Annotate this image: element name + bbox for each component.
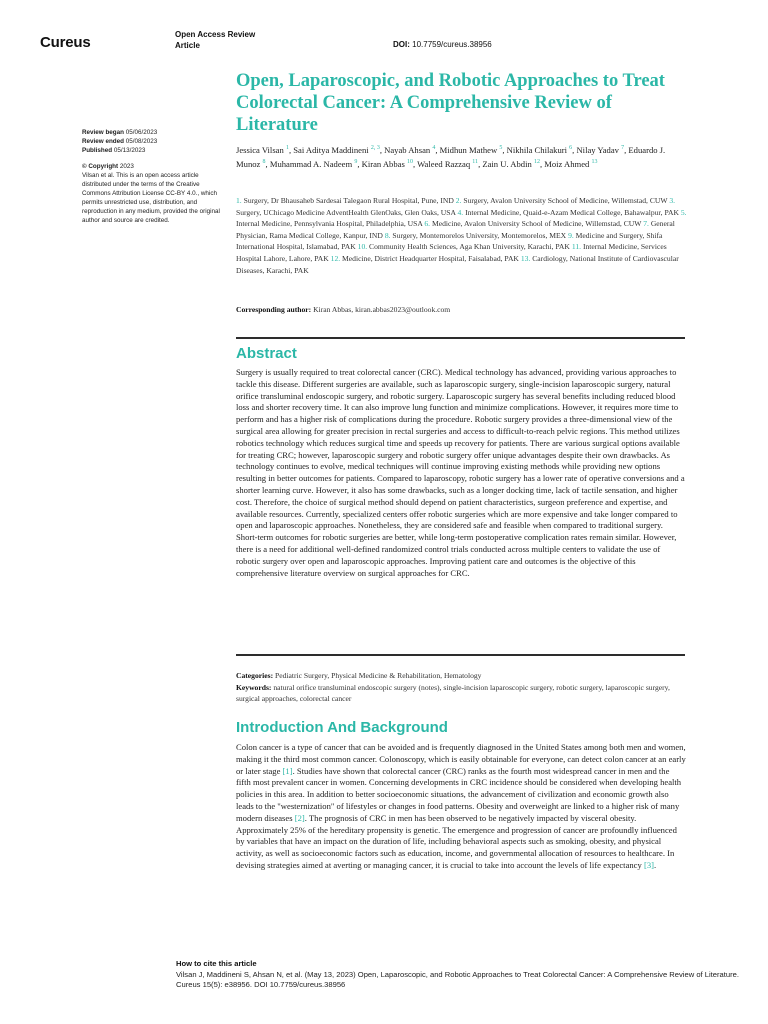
- copyright: [82, 162, 222, 171]
- affil-text: Surgery, Avalon University School of Medicine, Willemstad, CUW: [463, 196, 668, 205]
- affil-number: 10.: [357, 242, 368, 252]
- affil-text: Medicine, Avalon University School of Medicine, Willemstad, CUW: [431, 219, 642, 229]
- affil-text: Internal Medicine, Pennsylvania Hospital, Philadelphia, USA: [236, 219, 423, 229]
- affil-text: Community Health Sciences, Aga Khan University, Karachi, PAK: [369, 242, 570, 252]
- affil-text: Surgery, Dr Bhausaheb Sardesai Talegaon Rural Hospital, Pune, IND: [243, 196, 454, 205]
- article-type-line1: Open Access Review: [175, 30, 256, 39]
- intro-part: . Studies have shown that colorectal cancer (CRC) ranks as the fourth most widespread cancer in men and the fifth most prevalent cancer in women. Concerning developments in CRC incidence should be considered when developing health policies in this area. In addition to better socioeconomic situations, the advancement of civilization and economic growth also leads to the "westernization" of lifestyles or changes in food patterns. Obesity and overweight are linked to a higher risk of many modern diseases: [236, 765, 682, 823]
- author[interactable]: Waleed Razzaq $^{11}$: [417, 159, 479, 170]
- author[interactable]: Nikhila Chilakuri $^6$: [506, 144, 573, 155]
- keywords-label: Keywords:: [236, 683, 272, 692]
- license-text: Vilsan et al. This is an open access article distributed under the terms of the Creative Commons Attribution License CC-BY 4.0., which permits unrestricted use, distribution, and reproduction in any medium, provided the original author and source are credited.: [82, 172, 220, 224]
- affil-number: 2.: [455, 196, 462, 205]
- author[interactable]: Nilay Yadav $^7$: [576, 144, 625, 155]
- intro-part: Colon cancer is a type of cancer that can be avoided and is frequently diagnosed in the United States among both men and women, making it the third most common cancer. Colonoscopy, which is easily obtainable for everyone, can detect colon cancer at an early or later stage: [236, 742, 686, 776]
- introduction-heading: Introduction And Background: [236, 719, 448, 736]
- author-list: Jessica Vilsan $^1$, Sai Aditya Maddineni $^{2, 3}$, Nayab Ahsan $^4$, Midhun Mathew $^5$, Nikhila Chilakuri $^6$, Nilay Yadav $^7$, Eduardo J. Munoz $^8$, Muhammad A. Nadeem $^9$, Kiran Abbas $^{10}$, Waleed Razzaq $^{11}$, Zain U. Abdin $^{12}$, Moiz Ahmed $^{13}$: [236, 144, 666, 170]
- affil-number: 5.: [680, 207, 687, 217]
- corresponding-value[interactable]: Kiran Abbas, kiran.abbas2023@outlook.com: [313, 305, 451, 314]
- affil-number: 7.: [643, 219, 649, 229]
- author[interactable]: Zain U. Abdin $^{12}$: [482, 159, 540, 170]
- affil-number: 3.: [669, 196, 676, 205]
- section-divider: [236, 654, 685, 656]
- sidebar-meta: [82, 128, 222, 225]
- affil-number: 11.: [571, 242, 582, 252]
- keywords-value: natural orifice transluminal endoscopic surgery (notes), single-incision laparoscopic surgery, robotic surgery, laparoscopic surgery, surgical approaches, colorectal cancer: [236, 683, 670, 703]
- how-to-cite-text: Vilsan J, Maddineni S, Ahsan N, et al. (May 13, 2023) Open, Laparoscopic, and Robotic Approaches to Treat Colorectal Cancer: A Comprehensive Review of Literature. Cureus 15(5): e38956. DOI 10.7759/cureus.38956: [176, 969, 739, 989]
- published-label: Published: [82, 147, 113, 154]
- doi-label: DOI:: [393, 40, 410, 49]
- abstract-heading: Abstract: [236, 345, 297, 362]
- author[interactable]: Nayab Ahsan $^4$: [384, 144, 436, 155]
- cureus-logo[interactable]: Cureus: [40, 34, 91, 51]
- author[interactable]: Sai Aditya Maddineni $^{2, 3}$: [293, 144, 380, 155]
- introduction-text: [236, 742, 686, 872]
- affil-text: Internal Medicine, Quaid-e-Azam Medical College, Bahawalpur, PAK: [465, 207, 679, 217]
- published-value: 05/13/2023: [113, 147, 146, 154]
- affil-number: 4.: [457, 207, 464, 217]
- corresponding-label: Corresponding author:: [236, 305, 312, 314]
- categories: [236, 671, 686, 682]
- review-began-value: 05/06/2023: [125, 129, 158, 136]
- corresponding-author: [236, 305, 688, 314]
- reference-link[interactable]: [2]: [294, 812, 305, 823]
- section-divider: [236, 337, 685, 339]
- author[interactable]: Kiran Abbas $^{10}$: [361, 159, 413, 170]
- intro-part: . The prognosis of CRC in men has been observed to be negatively impacted by visceral obesity. Approximately 25% of the hereditary propensity is genetic. The emergence and progression of cancer are profoundly influenced by variables that have an impact on the duration of life, including behavioral aspects such as smoking, obesity, and physical activity, as well as socioeconomic factors such as education, income, and governmental allocation of resources to healthcare. In devising strategies aimed at averting or managing cancer, it is crucial to take into account the levels of life expectancy: [236, 812, 677, 870]
- author[interactable]: Moiz Ahmed $^{13}$: [544, 159, 598, 170]
- affil-number: 8.: [384, 230, 391, 240]
- reference-link[interactable]: [3]: [643, 859, 654, 870]
- keywords: [236, 683, 686, 704]
- affil-number: 6.: [424, 219, 431, 229]
- affil-text: Internal Medicine, Services Hospital Lahore, Lahore, PAK: [236, 242, 667, 263]
- review-ended-label: Review ended: [82, 138, 124, 145]
- review-ended-value: 05/08/2023: [125, 138, 158, 145]
- affiliations: [236, 195, 688, 276]
- affil-number: 1.: [236, 196, 242, 205]
- article-type: [175, 29, 255, 51]
- copyright-year: 2023: [119, 163, 134, 170]
- review-began: [82, 128, 222, 137]
- affil-text: Medicine and Surgery, Shifa International Hospital, Islamabad, PAK: [236, 230, 663, 252]
- copyright-label: © Copyright: [82, 163, 119, 170]
- abstract-text: Surgery is usually required to treat colorectal cancer (CRC). Medical technology has advanced, providing various approaches to tackle this disease. Different surgeries are available, such as laparoscopic surgery, single-incision laparoscopic surgery, natural orifice transluminal endoscopic surgery, and robotic surgery. Laparoscopic surgery has several benefits including reduced blood loss and shorter recovery time. It can also improve lung function and minimize complications. However, it requires more time to perform and has a higher risk of complications during the procedure. Robotic surgery provides a three-dimensional view of the surgical area allowing for greater precision in rectal surgeries and access to difficult-to-reach pelvic regions. This method utilizes robotics technology which reduces surgical time and speeds up recovery for patients. There are various surgical options available for treating CRC; however, laparoscopic surgery and robotic surgery offer unique advantages despite their own drawbacks. As technology continues to evolve, medical techniques will continue improving existing methods while providing new options resulting in better outcomes for patients. Compared to laparoscopy, robotic surgery has a lower rate of operative conversions and a shorter learning curve. However, it also has some drawbacks, such as a longer docking time, lack of tactile sensation, and higher cost. Therefore, the choice of surgical method should depend on patient characteristics, surgeon preference and expertise, and available resources. Currently, specialized centers offer robotic surgeries which are more expensive and take longer compared to open and laparoscopic approaches. Nonetheless, they are considered safe and feasible when compared to traditional surgery. Short-term outcomes for robotic surgeries are better, while long-term postoperative complication rates remain similar. However, there is a need for additional well-defined randomized control trials conducted across multiple centers to validate the use of robotic surgery over open and laparoscopic approaches. Improving patient care and outcomes is the objective of this comprehensive literature overview on surgical approaches for CRC.: [236, 367, 685, 578]
- affil-number: 13.: [520, 253, 531, 263]
- author[interactable]: Eduardo J. Munoz $^8$: [236, 144, 666, 170]
- review-ended: [82, 137, 222, 146]
- categories-label: Categories:: [236, 671, 274, 680]
- how-to-cite-label: How to cite this article: [176, 959, 257, 968]
- affil-text: Surgery, Montemorelos University, Montemorelos, MEX: [392, 230, 567, 240]
- reference-link[interactable]: [1]: [282, 765, 293, 776]
- affil-number: 12.: [330, 253, 341, 263]
- review-began-label: Review began: [82, 129, 124, 136]
- article-type-line2: Article: [175, 41, 200, 50]
- published: [82, 146, 222, 155]
- author[interactable]: Muhammad A. Nadeem $^9$: [269, 159, 358, 170]
- affil-text: Medicine, District Headquarter Hospital, Faisalabad, PAK: [342, 253, 519, 263]
- doi: [393, 40, 492, 49]
- author[interactable]: Midhun Mathew $^5$: [439, 144, 503, 155]
- doi-value[interactable]: 10.7759/cureus.38956: [412, 40, 492, 49]
- affil-number: 9.: [568, 230, 574, 240]
- how-to-cite: [176, 959, 756, 991]
- affil-text: Surgery, UChicago Medicine AdventHealth GlenOaks, Glen Oaks, USA: [236, 207, 456, 217]
- affil-text: Cardiology, National Institute of Cardiovascular Diseases, Karachi, PAK: [236, 253, 679, 275]
- categories-value[interactable]: Pediatric Surgery, Physical Medicine & Rehabilitation, Hematology: [275, 671, 482, 680]
- affil-text: General Physician, Rama Medical College, Kanpur, IND: [236, 219, 675, 240]
- article-title: Open, Laparoscopic, and Robotic Approaches to Treat Colorectal Cancer: A Comprehensive Review of Literature: [236, 71, 665, 135]
- author[interactable]: Jessica Vilsan $^1$: [236, 144, 289, 155]
- intro-part: .: [653, 859, 657, 870]
